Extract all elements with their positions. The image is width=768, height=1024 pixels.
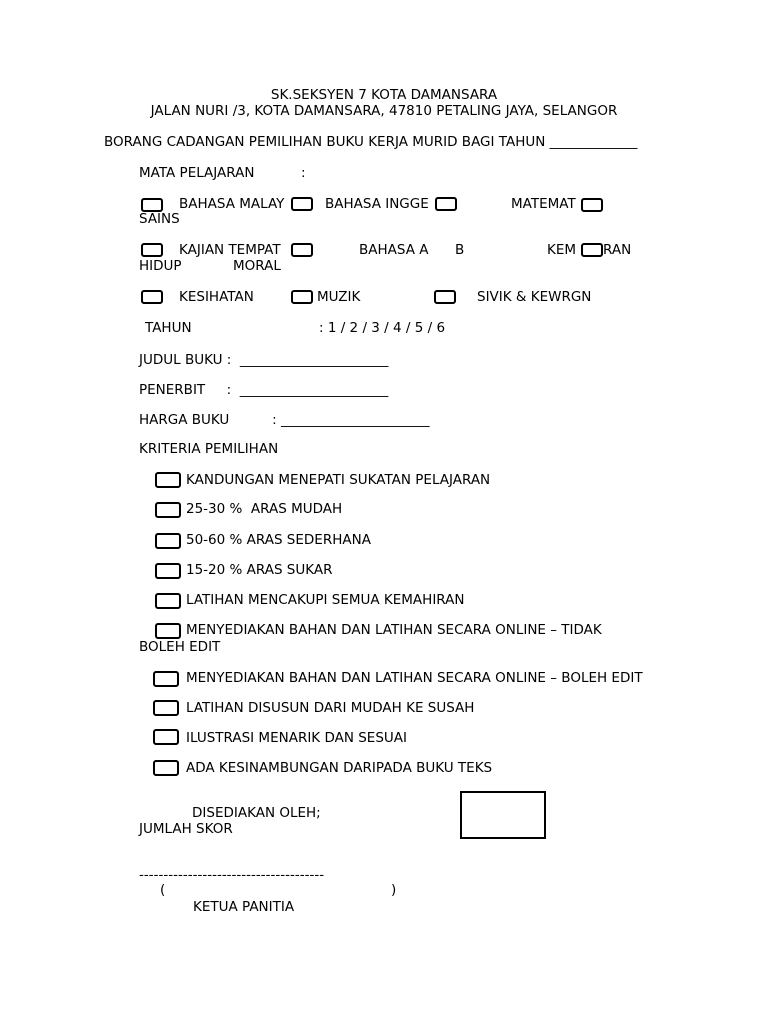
- field-harga-buku: HARGA BUKU : ______________________: [139, 412, 430, 428]
- subject-label: MATA PELAJARAN: [139, 165, 255, 181]
- total-score-label: JUMLAH SKOR: [139, 821, 233, 837]
- prepared-by-label: DISEDIAKAN OLEH;: [192, 805, 321, 821]
- checkbox-criteria-8[interactable]: [153, 700, 179, 716]
- checkbox-bahasa-inggeris[interactable]: [291, 197, 313, 211]
- paren-close: ): [391, 882, 397, 898]
- option-sivik: SIVIK & KEWRGN: [477, 289, 592, 305]
- school-name: SK.SEKSYEN 7 KOTA DAMANSARA: [270, 87, 498, 103]
- checkbox-muzik[interactable]: [291, 290, 313, 304]
- criteria-title: KRITERIA PEMILIHAN: [139, 441, 279, 457]
- option-bahasa-arab: BAHASA A: [359, 242, 429, 258]
- option-bahasa-arab-tail: B: [455, 242, 465, 258]
- form-title: BORANG CADANGAN PEMILIHAN BUKU KERJA MURID BAGI TAHUN _____________: [104, 134, 638, 150]
- option-kemahiran-b: RAN: [603, 242, 632, 258]
- checkbox-sains[interactable]: [581, 198, 603, 212]
- criteria-item-8: LATIHAN DISUSUN DARI MUDAH KE SUSAH: [186, 700, 475, 716]
- option-hidup: HIDUP: [139, 258, 182, 274]
- checkbox-kesihatan[interactable]: [141, 290, 163, 304]
- option-bahasa-melayu: BAHASA MALAY: [179, 196, 285, 212]
- criteria-item-4: 15-20 % ARAS SUKAR: [186, 562, 333, 578]
- checkbox-criteria-2[interactable]: [155, 502, 181, 518]
- criteria-item-3: 50-60 % ARAS SEDERHANA: [186, 532, 371, 548]
- checkbox-kajian-tempatan[interactable]: [141, 243, 163, 257]
- school-address: JALAN NURI /3, KOTA DAMANSARA, 47810 PETALING JAYA, SELANGOR: [150, 103, 618, 119]
- option-muzik: MUZIK: [317, 289, 361, 305]
- paren-open: (: [160, 882, 166, 898]
- option-matematik: MATEMAT: [511, 196, 576, 212]
- checkbox-kemahiran-hidup[interactable]: [581, 243, 603, 257]
- criteria-item-6: MENYEDIAKAN BAHAN DAN LATIHAN SECARA ONLINE – TIDAK: [186, 622, 602, 638]
- role-label: KETUA PANITIA: [193, 899, 295, 915]
- checkbox-criteria-6[interactable]: [155, 623, 181, 639]
- option-kemahiran-a: KEM: [547, 242, 577, 258]
- checkbox-criteria-7[interactable]: [153, 671, 179, 687]
- checkbox-bahasa-arab[interactable]: [291, 243, 313, 257]
- score-box[interactable]: [460, 791, 546, 839]
- signature-line: --------------------------------------: [139, 867, 325, 883]
- checkbox-bahasa-melayu[interactable]: [141, 198, 163, 212]
- criteria-item-10: ADA KESINAMBUNGAN DARIPADA BUKU TEKS: [186, 760, 493, 776]
- criteria-item-5: LATIHAN MENCAKUPI SEMUA KEMAHIRAN: [186, 592, 465, 608]
- option-kesihatan: KESIHATAN: [179, 289, 254, 305]
- checkbox-criteria-9[interactable]: [153, 729, 179, 745]
- checkbox-matematik[interactable]: [435, 197, 457, 211]
- option-sains: SAINS: [139, 211, 180, 227]
- checkbox-criteria-3[interactable]: [155, 533, 181, 549]
- criteria-item-2: 25-30 % ARAS MUDAH: [186, 501, 343, 517]
- year-options: : 1 / 2 / 3 / 4 / 5 / 6: [319, 320, 446, 336]
- year-label: TAHUN: [145, 320, 192, 336]
- option-bahasa-inggeris: BAHASA INGGE: [325, 196, 429, 212]
- checkbox-criteria-1[interactable]: [155, 472, 181, 488]
- subject-colon: :: [301, 165, 306, 181]
- checkbox-criteria-5[interactable]: [155, 593, 181, 609]
- checkbox-criteria-4[interactable]: [155, 563, 181, 579]
- criteria-item-9: ILUSTRASI MENARIK DAN SESUAI: [186, 730, 408, 746]
- field-judul-buku: JUDUL BUKU : ______________________: [139, 352, 389, 368]
- field-penerbit: PENERBIT : ______________________: [139, 382, 389, 398]
- checkbox-criteria-10[interactable]: [153, 760, 179, 776]
- option-moral: MORAL: [233, 258, 281, 274]
- checkbox-sivik[interactable]: [434, 290, 456, 304]
- criteria-item-1: KANDUNGAN MENEPATI SUKATAN PELAJARAN: [186, 472, 491, 488]
- criteria-item-7: MENYEDIAKAN BAHAN DAN LATIHAN SECARA ONLINE – BOLEH EDIT: [186, 670, 643, 686]
- criteria-item-6-wrap: BOLEH EDIT: [139, 639, 221, 655]
- option-kajian-tempatan: KAJIAN TEMPAT: [179, 242, 281, 258]
